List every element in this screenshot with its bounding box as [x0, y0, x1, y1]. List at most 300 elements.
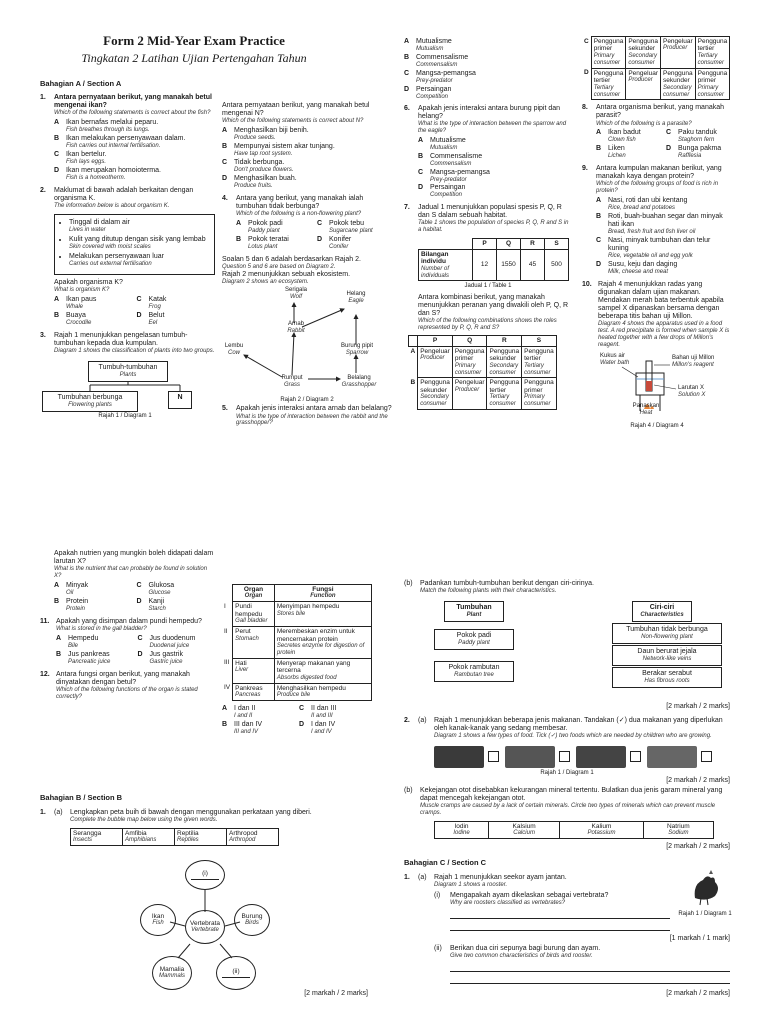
option-text-en: Fish lays eggs.	[66, 159, 107, 166]
option-text: Ikan melakukan persenyawaan dalam.	[66, 135, 186, 143]
option-body	[608, 145, 626, 160]
question-text: Apakah jenis interaksi antara arnab dan belalang?	[236, 405, 392, 413]
solution-x-label	[678, 385, 728, 399]
answer-header-row	[409, 336, 557, 346]
table-1-cell: 45	[521, 249, 545, 281]
option-body	[608, 129, 641, 144]
word-bank-item	[175, 828, 227, 845]
bullet-item	[69, 236, 208, 251]
section-c-label: Bahagian C / Section C	[404, 858, 487, 868]
option-text-en: Rice, bread and potatoes	[608, 205, 676, 212]
option-body	[66, 119, 158, 134]
option-b[interactable]	[236, 236, 313, 251]
option-text: Nasi, minyak tumbuhan dan telur kuning	[608, 237, 711, 253]
options	[596, 129, 732, 161]
page-title: Form 2 Mid-Year Exam Practice	[103, 33, 285, 48]
option-text: Mangsa-pemangsa	[430, 168, 490, 176]
option-text-en: Commensalism	[430, 160, 472, 167]
option-text: Minyak	[66, 581, 89, 589]
bubble-blank-ii[interactable]	[216, 956, 256, 990]
question-10-ask-en: What is the nutrient that can probably be found in solution X?	[54, 566, 208, 579]
option-letter: C	[404, 69, 410, 77]
label: Kukus air	[600, 352, 626, 359]
option-letter: B	[222, 721, 228, 729]
organ-cell	[233, 683, 275, 700]
cell-text: Pengeluar	[628, 69, 658, 77]
option-text: Konifer	[329, 235, 352, 243]
answer-line[interactable]	[450, 962, 730, 972]
option-b[interactable]	[222, 721, 295, 736]
minerals-table	[434, 821, 714, 839]
option-d[interactable]	[138, 651, 216, 666]
table-1-row	[419, 249, 569, 281]
organ-col-header	[233, 585, 275, 602]
function-header-label-en: Function	[310, 593, 336, 600]
node-label-en: Wolf	[290, 294, 302, 301]
p2-column-2	[222, 584, 394, 737]
option-letter: C	[317, 219, 323, 227]
option-body	[66, 598, 88, 613]
option-c[interactable]	[317, 220, 394, 235]
cell-text: Pengguna primer	[697, 69, 728, 85]
option-text: I dan II	[234, 705, 256, 713]
mineral-option[interactable]	[435, 821, 489, 838]
label: Larutan X	[678, 384, 705, 391]
bubble-blank-i[interactable]	[185, 860, 225, 890]
option-body	[66, 296, 96, 311]
organ-name-en: Gall bladder	[235, 618, 268, 625]
option-d[interactable]	[137, 312, 216, 327]
row-numeral: III	[224, 659, 230, 667]
cell-text-en: Primary consumer	[524, 394, 551, 408]
organ-row	[222, 683, 372, 700]
option-text: Bunga pakma	[678, 145, 722, 153]
option-text-en: I and IV	[311, 729, 332, 736]
options	[54, 119, 215, 182]
option-letter: C	[222, 158, 228, 166]
options	[54, 582, 215, 614]
option-letter: D	[137, 650, 143, 658]
option-body	[149, 598, 166, 613]
marks-label: [2 markah / 2 marks]	[666, 776, 730, 784]
label-en: Millon's reagent	[672, 361, 714, 368]
option-c[interactable]	[138, 635, 216, 650]
answer-header: R	[487, 336, 522, 346]
word-bank-item	[123, 828, 175, 845]
bubble-label: (ii)	[232, 967, 240, 975]
cell-text-en: Primary consumer	[697, 84, 724, 98]
option-body	[234, 159, 294, 174]
option-text-en: Milk, cheese and meat	[608, 269, 669, 276]
option-body	[66, 167, 161, 182]
node-label: Burung pipit	[340, 343, 374, 350]
answer-row-d[interactable]	[582, 68, 730, 100]
option-d[interactable]	[418, 184, 572, 199]
bubble-mammals	[152, 956, 192, 990]
option-a[interactable]	[222, 705, 295, 720]
option-b[interactable]	[596, 145, 662, 160]
option-text: Persaingan	[430, 184, 466, 192]
organ-name: Pankreas	[235, 684, 263, 692]
node-label: Arnab	[287, 321, 304, 328]
grass-node	[272, 375, 312, 389]
char-label-en: Has fibrous roots	[644, 677, 690, 684]
option-text-en: Lichen	[608, 153, 626, 160]
function-text-en: Absorbs digested food	[276, 674, 337, 681]
diagram-4-caption: Rajah 4 / Diagram 4	[630, 422, 684, 429]
option-d[interactable]	[317, 236, 394, 251]
option-body	[608, 213, 732, 236]
table-1-cell: 12	[473, 249, 497, 281]
answer-line[interactable]	[450, 909, 670, 919]
section-b-label: Bahagian B / Section B	[40, 793, 123, 802]
char-network-veins[interactable]	[612, 645, 722, 666]
option-body	[66, 151, 106, 166]
option-c[interactable]	[299, 705, 372, 720]
section-b-left	[40, 794, 380, 1002]
option-text: Protein	[66, 597, 89, 605]
plant-rambutan[interactable]	[434, 661, 514, 682]
option-b[interactable]	[418, 153, 572, 168]
question-number: 1.	[40, 94, 46, 102]
answer-header: Q	[452, 336, 487, 346]
option-d[interactable]	[222, 175, 394, 190]
tick-box[interactable]	[488, 751, 499, 762]
label-en: Heat	[639, 409, 653, 416]
header-label-en: Plant	[466, 611, 482, 618]
option-c[interactable]	[222, 159, 394, 174]
option-text-en: Pancreatic juice	[68, 658, 111, 665]
option-c[interactable]	[54, 151, 215, 166]
table-1-header: S	[545, 239, 569, 249]
option-a[interactable]	[56, 635, 134, 650]
option-letter: A	[54, 581, 60, 589]
bubble-label-en: Mammals	[158, 973, 185, 980]
node-label: Helang	[346, 291, 366, 298]
plants-box	[88, 361, 168, 382]
function-text-en: Stores bile	[276, 610, 306, 617]
option-text-en: Duodenal juice	[149, 642, 190, 649]
option-a[interactable]	[54, 582, 133, 597]
option-text: Ikan badut	[608, 129, 641, 137]
option-b[interactable]	[222, 143, 394, 158]
question-sub: (b)	[404, 580, 413, 587]
question-number: 5.	[222, 405, 228, 413]
question-text: Padankan tumbuh-tumbuhan berikut dengan ciri-cirinya.	[420, 580, 594, 587]
function-col-header	[274, 585, 371, 602]
page-subtitle: Tingkatan 2 Latihan Ujian Pertengahan Tahun	[81, 50, 307, 65]
option-d[interactable]	[666, 145, 732, 160]
option-body	[150, 651, 183, 666]
option-text-en: III and IV	[234, 729, 259, 736]
option-d[interactable]	[404, 86, 572, 101]
option-d[interactable]	[137, 598, 216, 613]
option-text-en: II and III	[311, 713, 333, 720]
option-body	[66, 312, 91, 327]
option-letter: A	[222, 126, 228, 134]
option-text: Pokok tebu	[329, 219, 365, 227]
question-2	[40, 187, 215, 328]
question-number: 3.	[40, 331, 46, 339]
option-d[interactable]	[596, 261, 732, 276]
question-text-en: Which of the following functions of the organ is stated correctly?	[56, 686, 198, 700]
option-b[interactable]	[56, 651, 134, 666]
option-body	[234, 143, 335, 158]
cell-text: Pengguna sekunder	[489, 347, 520, 363]
cell-text-en: Tertiary consumer	[524, 362, 551, 376]
option-text: Tidak berbunga.	[234, 158, 285, 166]
cell-text: Pengeluar	[454, 379, 485, 387]
option-c[interactable]	[596, 237, 732, 260]
answer-letter: B	[410, 378, 416, 386]
question-text: Rajah 1 menunjukkan seekor ayam jantan.	[434, 873, 567, 881]
cell-text-en: Primary consumer	[454, 362, 482, 376]
tick-box[interactable]	[559, 751, 570, 762]
diagram-caption: Rajah 1 / Diagram 1	[540, 769, 594, 776]
char-non-flowering[interactable]	[612, 623, 722, 644]
cell-text-en: Tertiary consumer	[697, 52, 724, 66]
sub-question-text: Berikan dua ciri sepunya bagi burung dan ayam.	[450, 944, 601, 952]
grasshopper-node	[334, 375, 384, 389]
answer-cell	[626, 37, 661, 69]
option-text-en: I and II	[234, 713, 253, 720]
option-c[interactable]	[404, 70, 572, 85]
option-a[interactable]	[54, 296, 133, 311]
row-numeral: IV	[224, 684, 231, 692]
question-b2b	[404, 787, 730, 817]
group-n-box: N	[168, 391, 192, 409]
option-text-en: Bile	[68, 642, 79, 649]
question-5	[222, 405, 394, 427]
question-number: 9.	[582, 165, 588, 173]
question-text-en: Match the following plants with their characteristics.	[420, 588, 557, 595]
sub-number: (ii)	[434, 944, 442, 952]
function-cell	[274, 602, 371, 627]
answer-row-a[interactable]	[409, 346, 557, 378]
answer-cell	[591, 68, 626, 100]
diagram-1-caption: Rajah 1 / Diagram 1	[98, 412, 152, 419]
mineral-option[interactable]	[560, 821, 644, 838]
word: Serangga	[73, 829, 102, 837]
answer-row-b[interactable]	[409, 378, 557, 410]
option-letter: B	[596, 145, 602, 153]
answer-letter: A	[410, 347, 416, 355]
option-text: III dan IV	[234, 721, 263, 729]
answer-header: S	[522, 336, 557, 346]
cell-text-en: Tertiary consumer	[489, 394, 516, 408]
cell-text-en: Producer	[454, 386, 480, 393]
option-text: Mempunyai sistem akar tunjang.	[234, 142, 335, 150]
option-text-en: Sugarcane plant	[329, 227, 373, 234]
diagram-2-intro: Soalan 5 dan 6 adalah berdasarkan Rajah 2.	[222, 255, 361, 263]
option-letter: D	[54, 167, 60, 175]
question-1	[40, 94, 215, 183]
answer-line[interactable]	[450, 974, 730, 984]
word-en: Reptiles	[177, 837, 199, 844]
option-text: Ikan bernafas melalui peparu.	[66, 119, 159, 127]
question-text: Antara kumpulan makanan berikut, yang manakah kaya dengan protein?	[596, 165, 722, 181]
char-fibrous-roots[interactable]	[612, 667, 722, 688]
organ-table-corner	[222, 585, 233, 602]
question-text: Kekejangan otot disebabkan kekurangan mineral tertentu. Bulatkan dua jenis garam mineral yang dapat mencegah kekejangan otot.	[420, 786, 723, 802]
sub-question-text-en: Why are roosters classified as vertebrates?	[450, 899, 566, 906]
option-text-en: Conifer	[329, 243, 349, 250]
header-label-en: Characteristics	[640, 611, 684, 618]
word-en: Amphibians	[125, 837, 157, 844]
food-image-4	[647, 746, 697, 768]
option-text: Mutualisme	[416, 38, 452, 45]
question-10-ask: Apakah nutrien yang mungkin boleh didapati dalam larutan X?	[54, 550, 214, 566]
label-en: Water bath	[600, 359, 630, 366]
option-text-en: Produce fruits.	[234, 182, 273, 189]
question-number: 1.	[40, 808, 46, 816]
sub-question-i	[434, 892, 670, 907]
table-1-header-row	[419, 239, 569, 249]
option-letter: A	[54, 119, 60, 127]
question-text: Rajah 1 menunjukkan beberapa jenis makanan. Tandakan (✓) dua makanan yang diperlukan oleh kanak-kanak yang sedang membesar.	[434, 716, 723, 733]
page-separator	[0, 496, 768, 536]
option-d[interactable]	[54, 167, 215, 182]
label-en: Solution X	[678, 391, 706, 398]
diagram-2-caption: Rajah 2 / Diagram 2	[280, 397, 334, 404]
organ-name-en: Liver	[235, 667, 249, 674]
option-b[interactable]	[54, 312, 133, 327]
bubble-fish	[140, 904, 176, 936]
mineral-option[interactable]	[643, 821, 713, 838]
p2-right	[404, 580, 730, 998]
info-box	[54, 214, 215, 275]
option-a[interactable]	[596, 197, 732, 212]
question-7-ask: Antara kombinasi berikut, yang manakah menunjukkan peranan yang diwakili oleh P, Q, R dan S?	[418, 294, 569, 318]
option-text: Katak	[148, 295, 167, 303]
tick-box[interactable]	[630, 751, 641, 762]
sub-question-text: Mengapakah ayam dikelaskan sebagai vertebrata?	[450, 891, 609, 899]
node-label-en: Grass	[283, 382, 300, 389]
question-sub: (a)	[418, 873, 427, 881]
option-text-en: Starch	[148, 605, 166, 612]
bullet-text: • Tinggal di dalam air	[69, 219, 130, 227]
option-letter: B	[418, 152, 424, 160]
question-7-answer-table	[408, 335, 557, 410]
mineral-option[interactable]	[489, 821, 560, 838]
question-text: Maklumat di bawah adalah berkaitan dengan organisma K.	[54, 187, 194, 203]
node-label-en: Cow	[227, 350, 240, 357]
question-number: 7.	[404, 204, 410, 212]
option-b[interactable]	[404, 54, 572, 69]
option-a[interactable]	[404, 38, 572, 53]
option-d[interactable]	[299, 721, 372, 736]
option-a[interactable]	[596, 129, 662, 144]
option-letter: A	[404, 38, 410, 45]
options	[56, 635, 215, 667]
bubble-birds	[234, 904, 270, 936]
marks-label: [2 markah / 2 marks]	[666, 989, 730, 997]
bubble-label-en: Birds	[245, 920, 259, 927]
option-text: Commensalisme	[430, 152, 483, 160]
option-text-en: Mutualism	[416, 46, 444, 53]
answer-cell	[487, 378, 522, 410]
option-a[interactable]	[222, 127, 394, 142]
word-bank-item	[227, 828, 279, 845]
option-text: Ikan merupakan homoioterma.	[66, 167, 161, 175]
tick-box[interactable]	[701, 751, 712, 762]
mineral-name-en: Calcium	[513, 830, 535, 837]
option-body	[68, 635, 98, 650]
option-a[interactable]	[236, 220, 313, 235]
diagram-4-apparatus	[582, 353, 732, 431]
organ-table-header	[222, 585, 372, 602]
organ-row	[222, 658, 372, 683]
answer-cell	[418, 346, 453, 378]
question-9	[582, 165, 732, 277]
option-b[interactable]	[596, 213, 732, 236]
marks-label: [2 markah / 2 marks]	[304, 989, 368, 997]
option-body	[416, 70, 476, 85]
node-label-en: Grasshopper	[341, 382, 377, 389]
bubble-label: Mamalia	[159, 965, 185, 973]
answer-cell	[418, 378, 453, 410]
answer-row-c[interactable]	[582, 37, 730, 69]
cell-text: Pengguna tertier	[489, 379, 520, 394]
characteristics-column-header	[632, 601, 692, 622]
table-1-cell: 500	[545, 249, 569, 281]
organ-function-table	[222, 584, 372, 701]
function-text-en: Secretes enzyme for digestion of protein	[276, 643, 365, 657]
option-letter: D	[222, 174, 228, 182]
option-c[interactable]	[666, 129, 732, 144]
rooster-image	[685, 870, 725, 906]
question-10	[582, 281, 732, 349]
question-text-en: What is stored in the gall bladder?	[56, 625, 147, 632]
cow-node	[214, 343, 254, 357]
option-a[interactable]	[54, 119, 215, 134]
mineral-name-en: Sodium	[668, 830, 689, 837]
question-text-en: The information below is about organism K.	[54, 203, 170, 210]
function-text-en: Produce bile	[276, 692, 311, 699]
option-a[interactable]	[418, 137, 572, 152]
option-letter: D	[136, 311, 142, 319]
option-text-en: Competition	[430, 192, 463, 199]
question-sub: (a)	[54, 808, 63, 816]
option-b[interactable]	[54, 598, 133, 613]
option-c[interactable]	[137, 582, 216, 597]
organ-cell	[233, 658, 275, 683]
rooster-figure	[676, 870, 734, 918]
answer-line[interactable]	[450, 921, 670, 931]
plants-label-en: Plants	[119, 371, 137, 378]
option-text: Jus pankreas	[68, 650, 110, 658]
option-text-en: Eel	[148, 319, 158, 326]
option-c[interactable]	[137, 296, 216, 311]
question-text-en: Which of the following groups of food is rich in protein?	[596, 181, 719, 195]
question-7-answer-table-cont	[582, 36, 730, 100]
cell-text-en: Producer	[628, 77, 653, 84]
options	[222, 127, 394, 190]
bullet-list	[61, 219, 208, 268]
question-12	[40, 671, 215, 701]
option-body	[66, 135, 185, 150]
plant-paddy[interactable]	[434, 629, 514, 650]
option-c[interactable]	[418, 169, 572, 184]
option-text: Ikan paus	[66, 295, 97, 303]
option-b[interactable]	[54, 135, 215, 150]
option-letter: D	[299, 721, 305, 729]
answer-cell	[591, 37, 626, 69]
option-text-en: Fish carries out internal fertilisation.	[66, 143, 161, 150]
option-text-en: Rice, vegetable oil and egg yolk	[608, 253, 693, 260]
exam-page-2	[0, 536, 768, 1024]
option-letter: C	[136, 295, 142, 303]
